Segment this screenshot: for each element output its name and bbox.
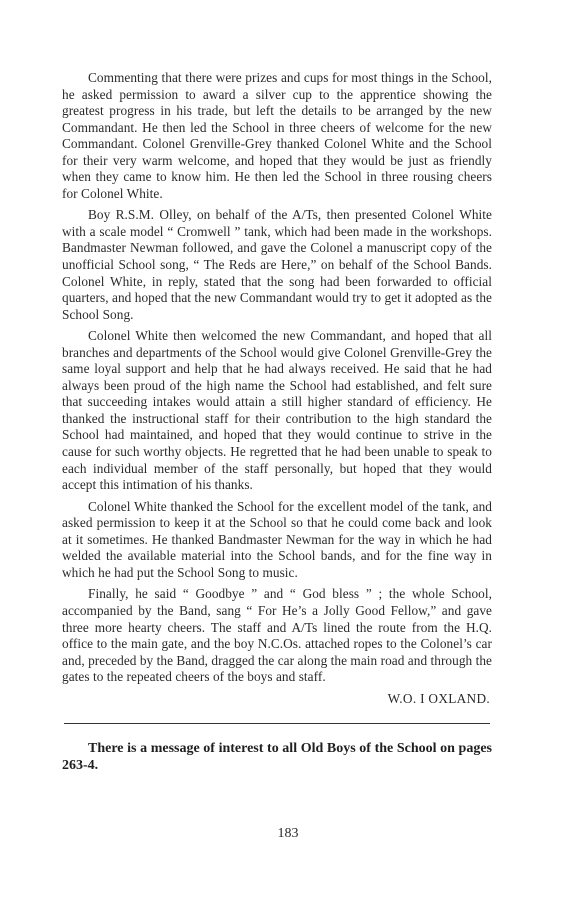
section-divider [64,723,490,724]
paragraph: Colonel White then welcomed the new Commandant, and hoped that all branches and departments of the School would give Colonel Grenville-Grey the same loyal support and help that he had always received. He said that he had always been proud of the high name the School had established, and felt sure that succeeding intakes would attain a still higher standard of efficiency. He thanked the instructional staff for their contribution to the high standard the School had maintained, and hoped that they would continue to strive in the cause for such worthy objects. He regretted that he had been unable to speak to each individual member of the staff personally, but hoped that they would accept this intimation of his thanks. [62,328,492,493]
page-number: 183 [277,826,299,841]
paragraph: Finally, he said “ Goodbye ” and “ God bless ” ; the whole School, accompanied by the Band, sang “ For He’s a Jolly Good Fellow,” and gave three more hearty cheers. The staff and A/Ts lined the route from the H.Q. office to the main gate, and the boy N.C.Os. attached ropes to the Colonel’s car and, preceded by the Band, dragged the car along the main road and through the gates to the repeated cheers of the boys and staff. [62,586,492,685]
notice-message: There is a message of interest to all Old Boys of the School on pages 263-4. [62,741,492,774]
paragraph: Colonel White thanked the School for the excellent model of the tank, and asked permission to keep it at the School so that he could come back and look at it sometimes. He thanked Bandmaster Newman for the way in which he had welded the available material into the School bands, and for the fine way in which he had put the School Song to music. [62,498,492,580]
paragraph: Boy R.S.M. Olley, on behalf of the A/Ts, then presented Colonel White with a scale model “ Cromwell ” tank, which had been made in the workshops. Bandmaster Newman followed, and gave the Colonel a manuscript copy of the unofficial School song, “ The Reds are Here,” on behalf of the School Bands. Colonel White, in reply, stated that the song had been forwarded to official quarters, and hoped that the new Commandant would try to get it adopted as the School Song. [62,207,492,322]
paragraph: Commenting that there were prizes and cups for most things in the School, he asked permission to award a silver cup to the apprentice showing the greatest progress in his trade, but left the details to be arranged by the new Commandant. He then led the School in three cheers of welcome for the new Commandant. Colonel Grenville-Grey thanked Colonel White and the School for their very warm welcome, and hoped that they would be just as friendly when they came to know him. He then led the School in three rousing cheers for Colonel White. [62,70,492,201]
author-signature: W.O. I OXLAND. [387,690,490,706]
article-body [62,70,492,774]
